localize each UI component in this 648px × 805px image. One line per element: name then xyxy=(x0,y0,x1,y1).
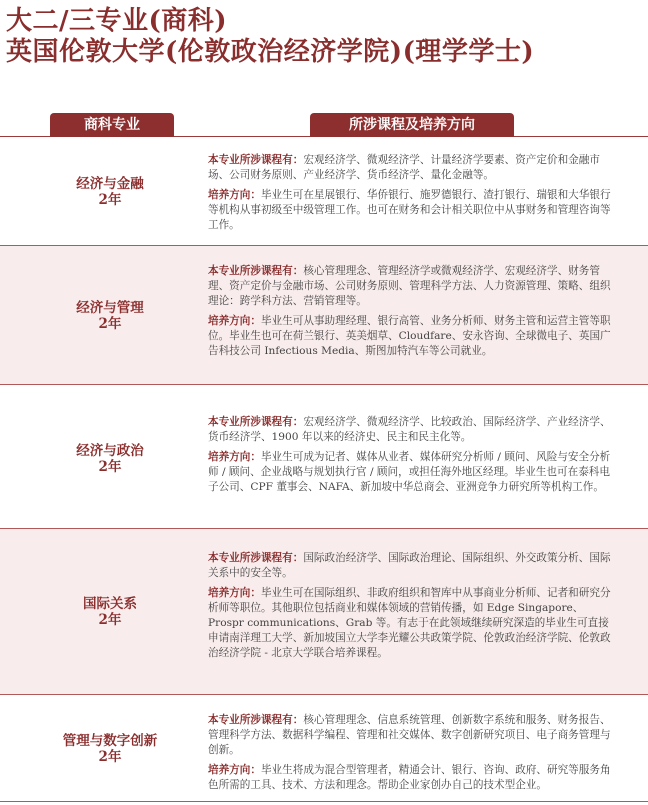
courses-paragraph xyxy=(208,551,618,581)
courses-text: 宏观经济学、微观经济学、比较政治、国际经济学、产业经济学、货币经济学、1900 年以来的经济史、民主和民主化等。 xyxy=(208,416,611,443)
courses-text: 宏观经济学、微观经济学、计量经济学要素、资产定价和金融市场、公司财务原则、产业经济学、货币经济学、量化金融等。 xyxy=(208,154,600,181)
table-row xyxy=(0,385,648,528)
courses-paragraph xyxy=(208,264,618,309)
major-name xyxy=(30,443,190,475)
column-header-courses: 所涉课程及培养方向 xyxy=(310,113,514,137)
career-label: 培养方向： xyxy=(208,451,261,463)
career-paragraph xyxy=(208,763,618,793)
courses-paragraph xyxy=(208,713,618,758)
courses-text: 核心管理理念、信息系统管理、创新数字系统和服务、财务报告、管理科学方法、数据科学编程、管理和社交媒体、数字创新研究项目、电子商务管理与创新。 xyxy=(208,714,611,756)
major-title: 国际关系 xyxy=(83,596,137,612)
major-title: 管理与数字创新 xyxy=(62,733,158,749)
column-header-major: 商科专业 xyxy=(50,113,174,137)
page-title-line2: 英国伦敦大学(伦敦政治经济学院)(理学学士) xyxy=(6,37,535,67)
major-name xyxy=(30,596,190,628)
courses-paragraph xyxy=(208,153,618,183)
courses-text: 国际政治经济学、国际政治理论、国际组织、外交政策分析、国际关系中的安全等。 xyxy=(208,552,611,579)
major-duration: 2年 xyxy=(98,749,122,765)
career-text: 毕业生可成为记者、媒体从业者、媒体研究分析师 / 顾问、风险与安全分析师 / 顾问、企业战略与规划执行官 / 顾问，或担任海外地区经理。毕业生也可在泰科电子公司、CPF 董事会、NAFA、新加坡中华总商会、亚洲竞争力研究所等机构工作。 xyxy=(208,451,611,493)
major-title: 经济与金融 xyxy=(76,176,144,192)
row-divider xyxy=(0,801,648,802)
courses-text: 核心管理理念、管理经济学或微观经济学、宏观经济学、财务管理、资产定价与金融市场、公司财务原则、管理科学方法、人力资源管理、策略、组织理论：跨学科方法、营销管理等。 xyxy=(208,265,611,307)
major-duration: 2年 xyxy=(98,459,122,475)
courses-label: 本专业所涉课程有： xyxy=(208,265,304,277)
courses-paragraph xyxy=(208,415,618,445)
courses-label: 本专业所涉课程有： xyxy=(208,154,304,166)
courses-label: 本专业所涉课程有： xyxy=(208,714,304,726)
career-label: 培养方向： xyxy=(208,189,261,201)
major-description xyxy=(208,551,618,666)
courses-label: 本专业所涉课程有： xyxy=(208,552,304,564)
major-duration: 2年 xyxy=(98,612,122,628)
career-label: 培养方向： xyxy=(208,764,261,776)
career-text: 毕业生可在国际组织、非政府组织和智库中从事商业分析师、记者和研究分析师等职位。其他职位包括商业和媒体领域的营销传播，如 Edge Singapore、Prospr communications、Grab 等。有志于在此领域继续研究深造的毕业生可直接申请南洋理工大学、新加坡国立大学李光耀公共政策学院、伦敦政治经济学院、伦敦政治经济学院 - 北京大学联合培养课程。 xyxy=(208,587,611,659)
major-name xyxy=(30,300,190,332)
major-name xyxy=(30,176,190,208)
major-title: 经济与管理 xyxy=(76,300,144,316)
career-paragraph xyxy=(208,314,618,359)
major-duration: 2年 xyxy=(98,192,122,208)
table-row xyxy=(0,138,648,245)
major-duration: 2年 xyxy=(98,316,122,332)
major-description xyxy=(208,264,618,364)
career-label: 培养方向： xyxy=(208,587,261,599)
career-text: 毕业生可在星展银行、华侨银行、施罗德银行、渣打银行、瑞银和大华银行等机构从事初级至中级管理工作。也可在财务和会计相关职位中从事财务和管理咨询等工作。 xyxy=(208,189,611,231)
career-paragraph xyxy=(208,450,618,495)
career-text: 毕业生可从事助理经理、银行高管、业务分析师、财务主管和运营主管等职位。毕业生也可在荷兰银行、英美烟草、Cloudfare、安永咨询、全球微电子、英国广告科技公司 Infectious Media、斯图加特汽车等公司就业。 xyxy=(208,315,611,357)
major-description xyxy=(208,153,618,238)
courses-label: 本专业所涉课程有： xyxy=(208,416,304,428)
career-label: 培养方向： xyxy=(208,315,261,327)
page-title-line1: 大二/三专业(商科) xyxy=(6,6,228,36)
career-text: 毕业生将成为混合型管理者，精通会计、银行、咨询、政府、研究等服务角色所需的工具、技术、方法和理念。帮助企业家创办自己的技术型企业。 xyxy=(208,764,611,791)
career-paragraph xyxy=(208,188,618,233)
table-row xyxy=(0,246,648,384)
major-title: 经济与政治 xyxy=(76,443,144,459)
career-paragraph xyxy=(208,586,618,661)
major-description xyxy=(208,415,618,500)
table-row xyxy=(0,695,648,801)
major-name xyxy=(30,733,190,765)
major-description xyxy=(208,713,618,798)
table-row xyxy=(0,529,648,694)
